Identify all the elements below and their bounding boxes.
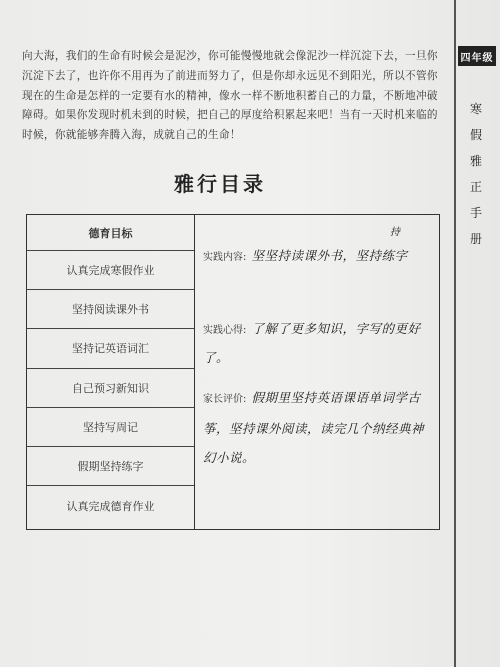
parent-field [203, 383, 433, 472]
goal-item: 坚持记英语词汇 [27, 329, 194, 368]
content-value: 坚坚持读课外书，坚持练字 [251, 248, 408, 263]
handwritten-insert: 持 [390, 227, 401, 238]
goals-column [27, 215, 195, 529]
grade-badge: 四年级 [458, 46, 496, 66]
feeling-label: 实践心得: [203, 325, 247, 336]
sidebar-divider [454, 0, 456, 667]
intro-paragraph: 向大海，我们的生命有时候会是泥沙，你可能慢慢地就会像泥沙一样沉淀下去，一旦你沉淀下去了，也许你不用再为了前进而努力了，但是你却永远见不到阳光，所以不管你现在的生命是怎样的一定要有水的精神，像水一样不断地积蓄自己的力量，不断地冲破障碍。如果你发现时机未到的时候，把自己的厚度给积累起来吧！当有一天时机来临的时候，你就能够奔腾入海，成就自己的生命！ [22, 50, 438, 142]
toc-title: 雅行目录 [174, 172, 266, 196]
goal-item: 坚持阅读课外书 [27, 290, 194, 329]
sidebar [452, 0, 500, 667]
content-label: 实践内容: [203, 252, 247, 263]
goal-item: 认真完成寒假作业 [27, 251, 194, 290]
parent-value: 假期里坚持英语课语单词学古筝，坚持课外阅读，读完几个纳经典神幻小说。 [203, 390, 425, 465]
goal-item: 认真完成德育作业 [66, 499, 155, 513]
parent-label: 家长评价: [203, 394, 247, 405]
content-field [203, 245, 433, 264]
goal-item: 坚持写周记 [27, 408, 194, 447]
goal-item: 假期坚持练字 [27, 447, 194, 486]
goal-item: 自己预习新知识 [27, 369, 194, 408]
practice-column [195, 215, 439, 529]
feeling-field [203, 315, 433, 371]
toc-table [26, 214, 440, 530]
feeling-value: 了解了更多知识，字写的更好了。 [203, 321, 421, 365]
goals-header: 德育目标 [27, 215, 194, 251]
sidebar-title: 寒假雅正手册 [469, 102, 482, 246]
